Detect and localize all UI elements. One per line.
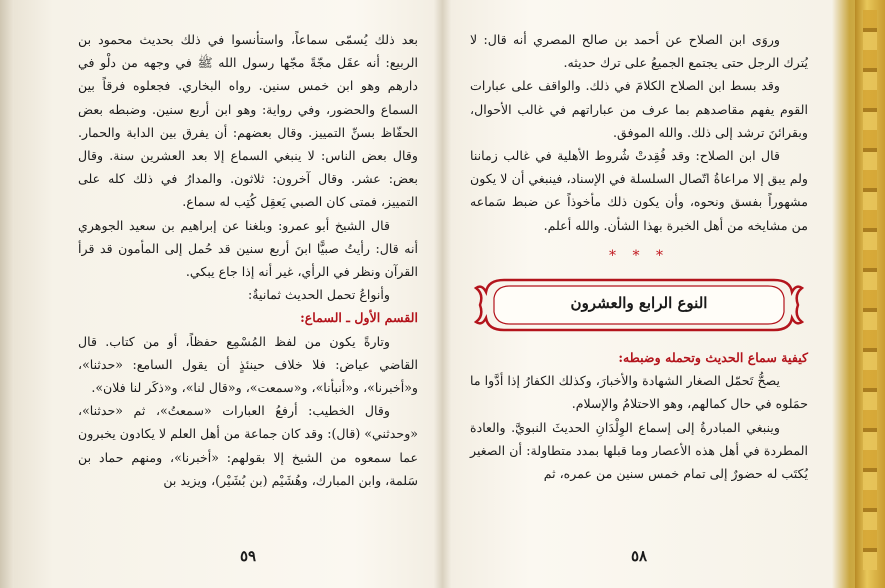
- paragraph: قال الشيخ أبو عمرو: وبلغنا عن إبراهيم بن سعيد الجوهري أنه قال: رأيتُ صبيًّا ابنَ أربع سنين قد حُمل إلى المأمون قد قرأ القرآن ونظر في الرأي، غير أنه إذا جاع يبكي.: [78, 217, 418, 280]
- paragraph: وتارةً يكون من لفظ المُسْمِع حفظاً، أو من كتاب. قال القاضي عياض: فلا خلاف حينئذٍ أن يقول السامع: «حدثنا»، و«أخبرنا»، و«أنبأنا»، و«سمعت»، و«قال لنا»، و«ذكَر لنا فلان».: [78, 333, 418, 396]
- section-separator-stars: * * *: [609, 247, 669, 264]
- paragraph: وينبغي المبادرةُ إلى إسماع الوِلْدَانِ الحديثَ النبويَّ. والعادة المطردة في أهل هذه الأعصار وما قبلها بمدد متطاولة: أن الصغير يُكتَب له حضورٌ إلى تمام خمس سنين من عمره، ثم: [470, 419, 808, 482]
- right-page: [470, 28, 808, 568]
- page-number: ٥٨: [630, 546, 648, 565]
- chapter-title: النوع الرابع والعشرون: [570, 294, 708, 313]
- paragraph: وروَى ابن الصلاح عن أحمد بن صالح المصري أنه قال: لا يُترك الرجل حتى يجتمع الجميعُ على ترك حديثه.: [470, 32, 808, 71]
- page-number: ٥٩: [239, 546, 257, 565]
- left-page-edge: [0, 0, 14, 588]
- subheading: كيفية سماع الحديث وتحمله وضبطه:: [618, 350, 808, 366]
- decorative-edge-strip: [863, 10, 877, 570]
- right-book-edge: [855, 0, 885, 588]
- paragraph: وقال الخطيب: أرفعُ العبارات «سمعتُ»، ثم «حدثنا»، «وحدثني» (قال): وقد كان جماعة من أهل العلم لا يكادون يخبرون عما سمعوه من الشيخ إلا بقولهم: «أخبرنا»، ومنهم حماد بن سَلمة، وابن المبارك، وهُشَيْم (بن بُشَيْر)، ويزيد بن: [78, 403, 418, 488]
- left-page: [78, 28, 418, 568]
- paragraph: وقد بسط ابن الصلاح الكلامَ في ذلك. والواقف على عبارات القوم يفهم مقاصدهم بما عرف من عباراتهم في غالب الأحوال، وبقرائنَ ترشد إلى ذلك. والله الموفق.: [470, 78, 808, 140]
- paragraph: يصحُّ تَحمّل الصغار الشهادة والأخبارَ، وكذلك الكفارُ إذا أدَّوا ما حمَلوه في حال كمالهم، وهو الاحتلامُ والإسلام.: [470, 373, 808, 412]
- section-heading: القسم الأول ـ السماع:: [300, 310, 418, 326]
- paragraph: بعد ذلك يُسمّى سماعاً، واستأنسوا في ذلك بحديث محمود بن الربيع: أنه عقَل مجّةً مجّها رسول الله ﷺ في وجهه من دلْو في دارهم وهو ابن خمس سنين. رواه البخاري. فجعلوه فرقاً بين السماع والحضور، وفي رواية: وهو ابن أربع سنين. وضبطه بعض الحفّاظ بسنِّ التمييز. وقال بعضهم: أن يفرق بين الدابة والحمار. وقال بعض الناس: لا ينبغي السماع إلا بعد العشرين سنة. وقال بعض: عشر. وقال آخرون: ثلاثون. والمدارُ في ذلك كله على التمييز، فمتى كان الصبي يَعقِل كُتِب له سماع.: [78, 32, 418, 210]
- chapter-title-frame: [474, 274, 804, 336]
- paragraph: وأنواعُ تحمل الحديث ثمانيةٌ:: [248, 287, 390, 303]
- paragraph: قال ابن الصلاح: وقد فُقِدتْ شُروط الأهلية في غالب زماننا ولم يبق إلا مراعاةُ اتّصال السلسلة في الإسناد، فينبغي أن لا يكون مشهوراً بفسق ونحوه، وأن يكون ذلك مأخوذاً عن ضبط سَماعه من مشايخه من أهل الخبرة بهذا الشأن. والله أعلم.: [470, 148, 808, 233]
